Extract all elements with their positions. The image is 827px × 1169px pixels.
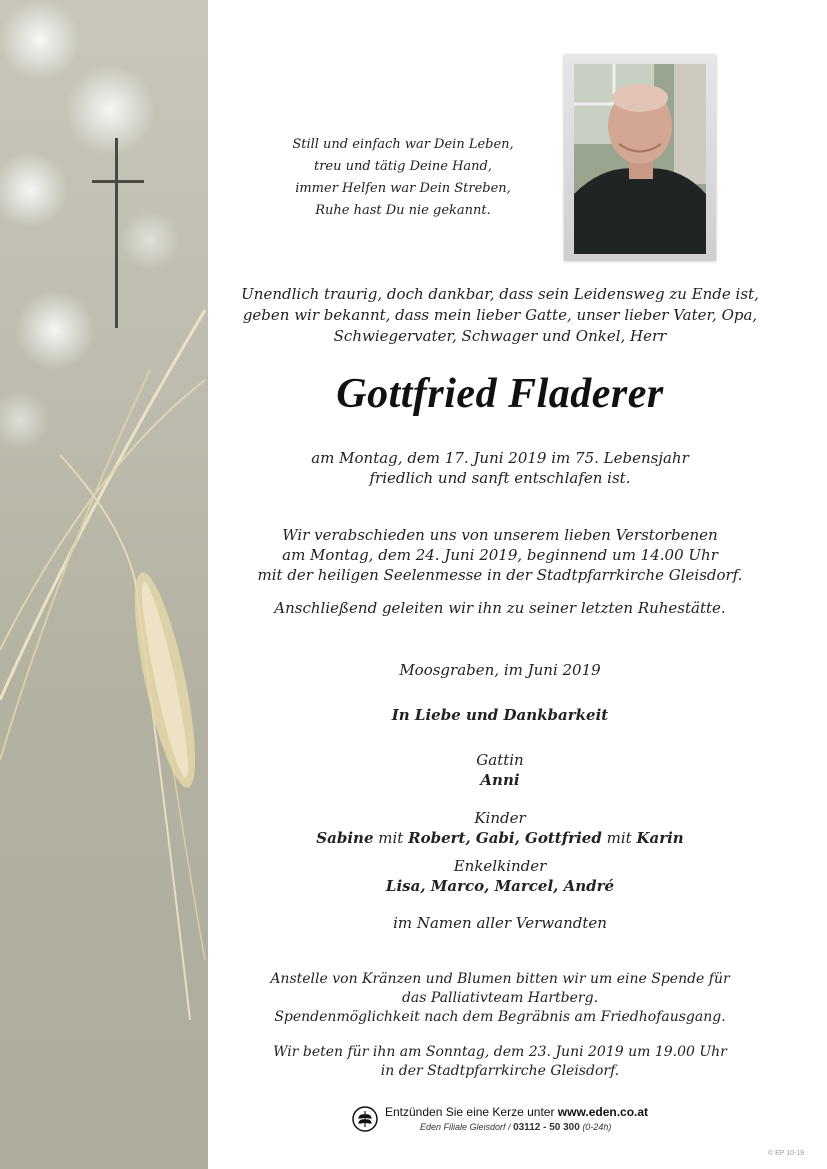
donation-line: Anstelle von Kränzen und Blumen bitten wir um eine Spende für: [270, 971, 730, 987]
funeral-info: [240, 525, 760, 585]
prayer-line: in der Stadtpfarrkirche Gleisdorf.: [380, 1063, 620, 1079]
phone-number: 03112 - 50 300: [513, 1122, 580, 1133]
branch-line: Eden Filiale Gleisdorf / 03112 - 50 300 (0-24h): [420, 1122, 612, 1133]
intro-line: Unendlich traurig, doch dankbar, dass sein Leidensweg zu Ende ist,: [241, 285, 759, 303]
cross-icon: [92, 138, 144, 328]
poem-line: treu und tätig Deine Hand,: [313, 159, 493, 174]
poem-line: Ruhe hast Du nie gekannt.: [315, 203, 491, 218]
intro-line: Schwiegervater, Schwager und Onkel, Herr: [333, 327, 667, 345]
funeral-home-footer: [352, 1104, 652, 1138]
print-code: © EP 10-19: [768, 1150, 805, 1157]
portrait-photo: [574, 64, 706, 254]
children-names: Sabine mit Robert, Gabi, Gottfried mit Karin: [316, 829, 684, 847]
grandchildren-names: Lisa, Marco, Marcel, André: [385, 877, 615, 895]
prayer-line: Wir beten für ihn am Sonntag, dem 23. Juni 2019 um 19.00 Uhr: [273, 1044, 727, 1060]
funeral-line: mit der heiligen Seelenmesse in der Stadtpfarrkirche Gleisdorf.: [257, 566, 743, 584]
death-line: friedlich und sanft entschlafen ist.: [369, 469, 631, 487]
donation-line: Spendenmöglichkeit nach dem Begräbnis am Friedhofausgang.: [274, 1009, 726, 1025]
relatives-line: im Namen aller Verwandten: [393, 914, 607, 932]
family-spouse: [240, 750, 760, 790]
funeral-line: am Montag, dem 24. Juni 2019, beginnend um 14.00 Uhr: [282, 546, 718, 564]
donation-info: [240, 970, 760, 1027]
grandchildren-label: Enkelkinder: [453, 857, 547, 875]
family-children: [240, 808, 760, 848]
burial-note: Anschließend geleiten wir ihn zu seiner letzten Ruhestätte.: [274, 599, 726, 617]
prayer-info: [240, 1043, 760, 1081]
deceased-name: Gottfried Fladerer: [336, 371, 664, 417]
candle-line: Entzünden Sie eine Kerze unter www.eden.co.at: [385, 1105, 649, 1119]
decorative-sidebar: [0, 0, 208, 1169]
children-label: Kinder: [474, 809, 526, 827]
poem-line: Still und einfach war Dein Leben,: [292, 137, 514, 152]
donation-line: das Palliativteam Hartberg.: [401, 990, 599, 1006]
poem-line: immer Helfen war Dein Streben,: [295, 181, 511, 196]
spouse-label: Gattin: [476, 751, 524, 769]
eden-logo-icon: [352, 1106, 378, 1132]
announcement-intro: [240, 284, 760, 347]
portrait-frame: [564, 55, 716, 261]
family-grandchildren: [240, 856, 760, 896]
poem: [288, 134, 518, 222]
funeral-line: Wir verabschieden uns von unserem lieben Verstorbenen: [282, 526, 718, 544]
website-link[interactable]: www.eden.co.at: [557, 1105, 649, 1119]
intro-line: geben wir bekannt, dass mein lieber Gatte, unser lieber Vater, Opa,: [242, 306, 758, 324]
spouse-name: Anni: [480, 771, 520, 789]
death-line: am Montag, dem 17. Juni 2019 im 75. Lebensjahr: [311, 449, 689, 467]
death-notice: [240, 448, 760, 488]
love-line: In Liebe und Dankbarkeit: [391, 706, 609, 724]
place-date: Moosgraben, im Juni 2019: [399, 661, 601, 679]
